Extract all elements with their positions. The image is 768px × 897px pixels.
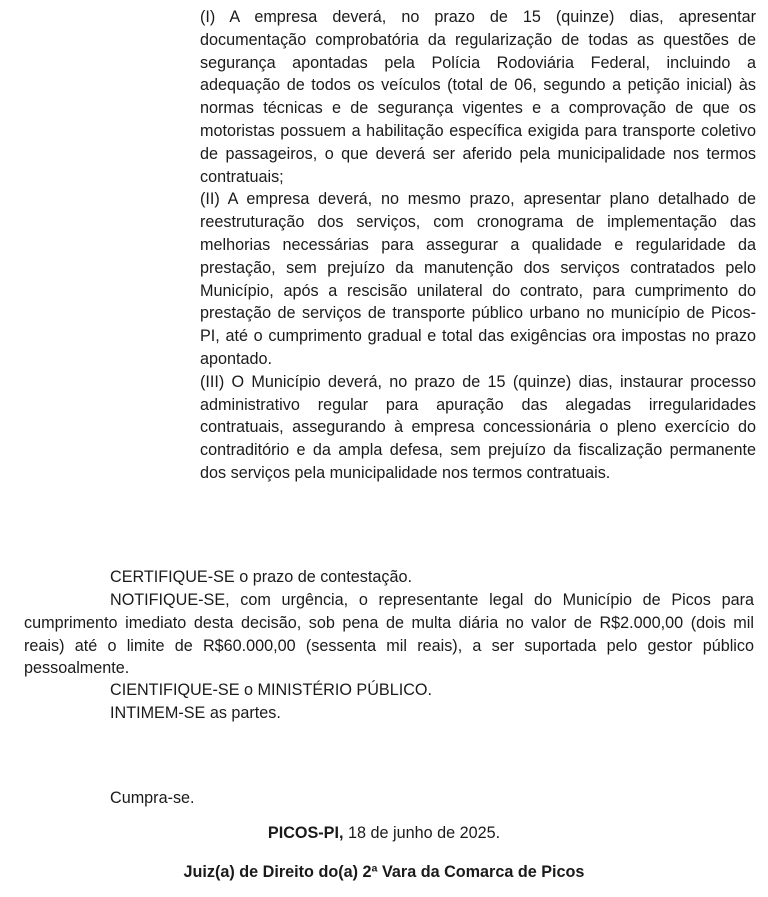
decision-item-3: (III) O Município deverá, no prazo de 15 (quinze) dias, instaurar processo administrativo regular para apuração das alegadas irregularidades contratuais, assegurando à empresa concessionária o pleno exercício do contraditório e da ampla defesa, sem prejuízo da fiscalização permanente dos serviços pela municipalidade nos termos contratuais. (200, 372, 756, 482)
decision-item-2: (II) A empresa deverá, no mesmo prazo, apresentar plano detalhado de reestruturação dos serviços, com cronograma de implementação das melhorias necessárias para assegurar a qualidade e regularidade da prestação, sem prejuízo da manutenção dos serviços contratados pelo Município, após a rescisão unilateral do contrato, para cumprimento do prestação de serviços de transporte público urbano no município de Picos-PI, até o cumprimento gradual e total das exigências ora impostas no prazo apontado. (200, 190, 756, 368)
decision-items (200, 6, 756, 485)
notifique-paragraph: NOTIFIQUE-SE, com urgência, o representante legal do Município de Picos para cumprimento imediato desta decisão, sob pena de multa diária no valor de R$2.000,00 (dois mil reais) até o limite de R$60.000,00 (sessenta mil reais), a ser suportada pelo gestor público pessoalmente. (24, 591, 754, 678)
intimem-paragraph: INTIMEM-SE as partes. (110, 704, 281, 722)
judge-signature: Juiz(a) de Direito do(a) 2ª Vara da Comarca de Picos (183, 863, 585, 881)
cumpra-se-paragraph: Cumpra-se. (110, 789, 195, 807)
decision-item-1: (I) A empresa deverá, no prazo de 15 (quinze) dias, apresentar documentação comprobatória da regularização de todas as questões de segurança apontadas pela Polícia Rodoviária Federal, incluindo a adequação de todos os veículos (total de 06, segundo a petição inicial) às normas técnicas e de segurança vigentes e a comprovação de que os motoristas possuem a habilitação específica exigida para transporte coletivo de passageiros, o que deverá ser aferido pela municipalidade nos termos contratuais; (200, 8, 756, 186)
place-date-line (0, 822, 768, 844)
date-text: 18 de junho de 2025. (343, 824, 501, 842)
cientifique-paragraph: CIENTIFIQUE-SE o MINISTÉRIO PÚBLICO. (110, 681, 432, 699)
certifique-paragraph: CERTIFIQUE-SE o prazo de contestação. (110, 568, 412, 586)
place-name: PICOS-PI, (267, 824, 344, 842)
